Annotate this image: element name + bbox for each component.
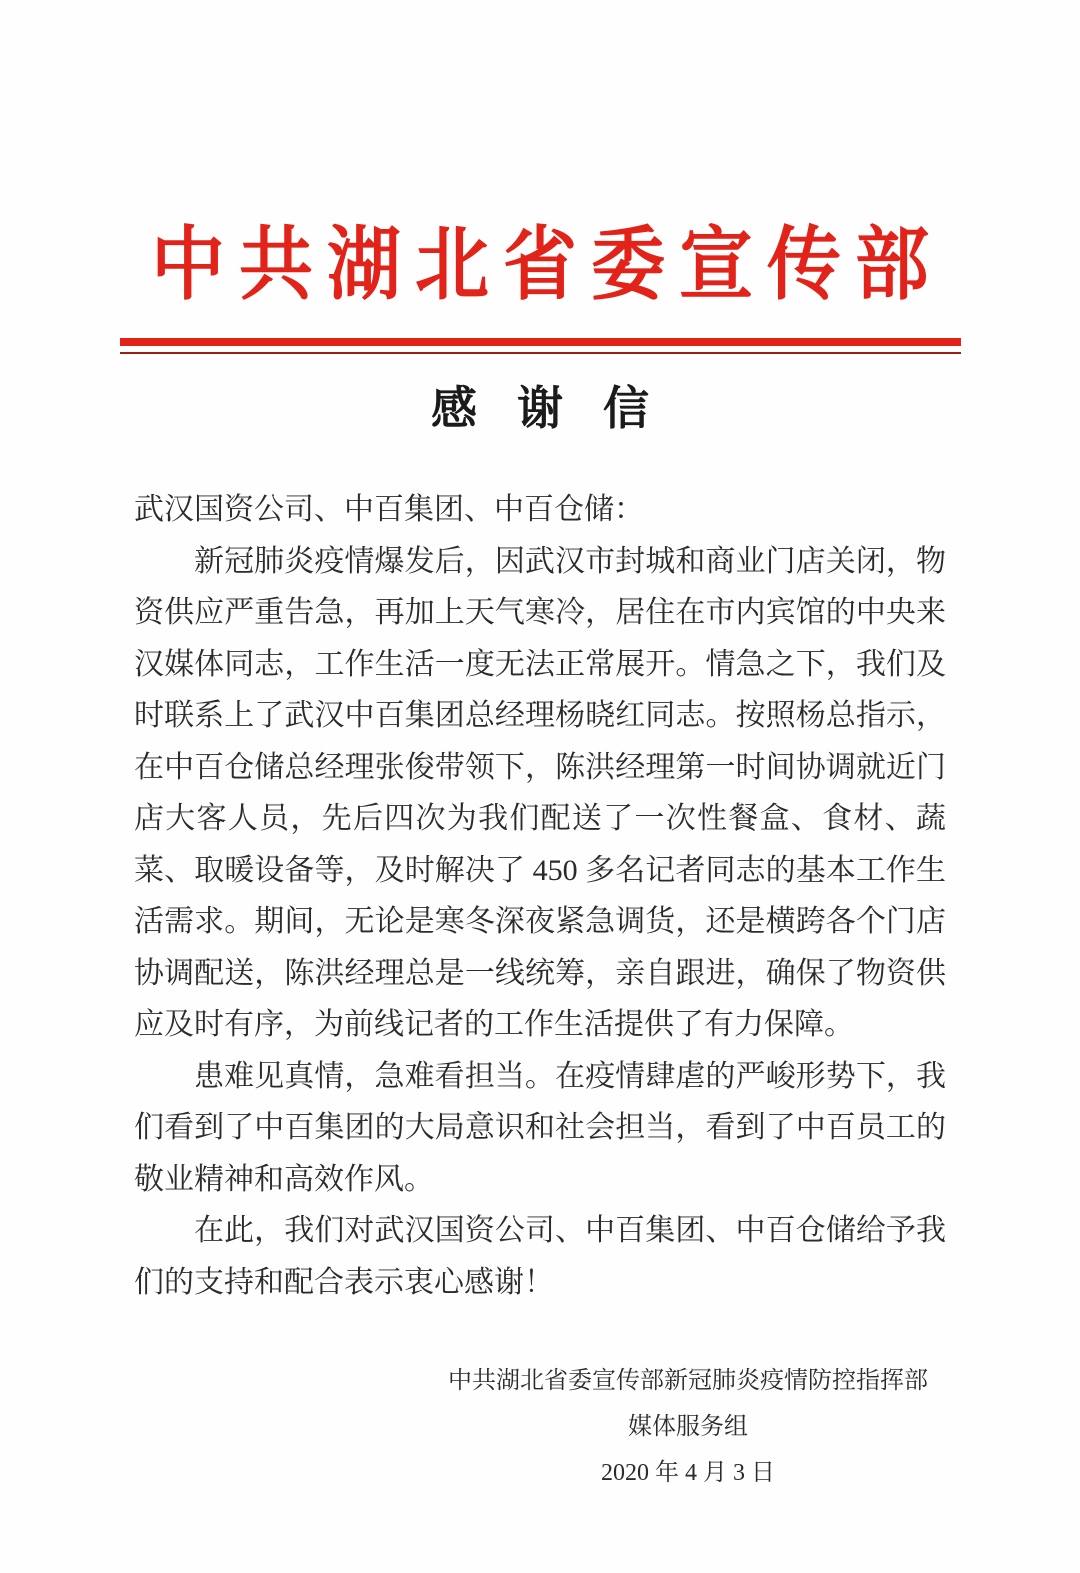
letterhead-rule-thick-line	[120, 338, 961, 346]
paragraph-2: 患难见真情，急难看担当。在疫情肆虐的严峻形势下，我们看到了中百集团的大局意识和社会担当，看到了中百员工的敬业精神和高效作风。	[134, 1059, 946, 1196]
letterhead-rule	[120, 338, 961, 354]
letterhead-title: 中共湖北省委宣传部	[151, 221, 943, 311]
signature-organization: 中共湖北省委宣传部新冠肺炎疫情防控指挥部	[448, 1368, 928, 1394]
salutation: 武汉国资公司、中百集团、中百仓储：	[134, 493, 644, 526]
letterhead-rule-thin-line	[120, 352, 961, 354]
signature-block	[448, 1358, 928, 1496]
paragraph-1: 新冠肺炎疫情爆发后，因武汉市封城和商业门店关闭，物资供应严重告急，再加上天气寒冷，居住在市内宾馆的中央来汉媒体同志，工作生活一度无法正常展开。情急之下，我们及时联系上了武汉中百集团总经理杨晓红同志。按照杨总指示，在中百仓储总经理张俊带领下，陈洪经理第一时间协调就近门店大客人员，先后四次为我们配送了一次性餐盒、食材、蔬菜、取暖设备等，及时解决了 450 多名记者同志的基本工作生活需求。期间，无论是寒冬深夜紧急调货，还是横跨各个门店协调配送，陈洪经理总是一线统筹，亲自跟进，确保了物资供应及时有序，为前线记者的工作生活提供了有力保障。	[134, 544, 946, 1041]
letter-body	[134, 484, 946, 1308]
document-title: 感谢信	[431, 383, 689, 434]
paragraph-3: 在此，我们对武汉国资公司、中百集团、中百仓储给予我们的支持和配合表示衷心感谢！	[134, 1214, 946, 1299]
signature-group: 媒体服务组	[628, 1414, 748, 1440]
letterhead	[0, 0, 1080, 354]
signature-date: 2020 年 4 月 3 日	[601, 1460, 775, 1486]
